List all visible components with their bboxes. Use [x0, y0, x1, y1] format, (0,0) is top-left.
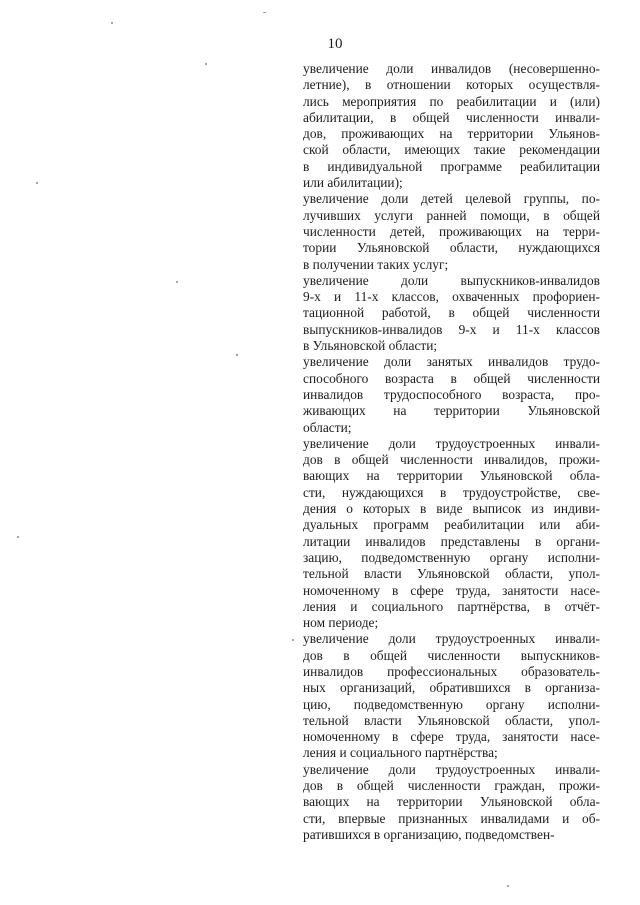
text-line: лучивших услуги ранней помощи, в общей	[303, 207, 600, 223]
text-line: живающих на территории Ульяновской	[303, 403, 600, 419]
text-line: 9-х и 11-х классов, охваченных профориен-	[303, 289, 600, 305]
text-line: дов в общей численности выпускников-	[303, 647, 600, 663]
text-line: увеличение доли занятых инвалидов трудо-	[303, 354, 600, 370]
paragraph	[303, 631, 600, 761]
text-line: области;	[303, 419, 352, 435]
text-line: дов в общей численности инвалидов, прожи-	[303, 452, 600, 468]
text-line: цию, подведомственную органу исполни-	[303, 696, 600, 712]
text-line: вающих на территории Ульяновской обла-	[303, 794, 600, 810]
paragraph	[303, 273, 600, 354]
text-line: литации инвалидов представлены в органи-	[303, 533, 600, 549]
paragraph	[303, 61, 600, 191]
paragraph	[303, 762, 600, 843]
text-line: ской области, имеющих такие рекомендации	[303, 142, 600, 158]
document-body	[303, 61, 600, 843]
text-line: дения о которых в виде выписок из индиви-	[303, 501, 600, 517]
text-line: тационной работой, в общей численности	[303, 305, 600, 321]
text-line: ления и социального партнёрства, в отчёт-	[303, 598, 600, 614]
text-line: ном периоде;	[303, 615, 379, 631]
paragraph	[303, 354, 600, 435]
paragraph	[303, 436, 600, 632]
text-line: в индивидуальной программе реабилитации	[303, 158, 600, 174]
text-line: лись мероприятия по реабилитации и (или)	[303, 93, 600, 109]
text-line: сти, нуждающихся в трудоустройстве, све-	[303, 484, 600, 500]
scan-speck	[236, 354, 238, 356]
scan-speck	[205, 63, 207, 65]
page-number: 10	[327, 36, 343, 52]
text-line: инвалидов профессиональных образователь-	[303, 663, 600, 679]
text-line: тельной власти Ульяновской области, упол-	[303, 712, 600, 728]
text-line: увеличение доли выпускников-инвалидов	[303, 272, 600, 288]
text-line: абилитации, в общей численности инвали-	[303, 109, 600, 125]
scan-speck	[292, 639, 294, 641]
paragraph	[303, 191, 600, 272]
text-line: дов, проживающих на территории Ульянов-	[303, 126, 600, 142]
text-line: номоченному в сфере труда, занятости насе-	[303, 729, 600, 745]
text-line: зацию, подведомственную органу исполни-	[303, 549, 600, 565]
text-line: увеличение доли инвалидов (несовершенно-	[303, 61, 600, 76]
scan-speck	[36, 182, 38, 184]
text-line: номоченному в сфере труда, занятости насе-	[303, 582, 600, 598]
text-line: или абилитации);	[303, 175, 403, 191]
scan-speck	[111, 22, 113, 24]
scan-speck	[17, 536, 19, 538]
text-line: летние), в отношении которых осуществля-	[303, 77, 600, 93]
scan-speck	[263, 12, 266, 13]
text-line: ления и социального партнёрства;	[303, 745, 498, 761]
scan-speck	[176, 281, 178, 283]
text-line: дов в общей численности граждан, прожи-	[303, 778, 600, 794]
text-line: увеличение доли детей целевой группы, по-	[303, 191, 600, 207]
text-line: сти, впервые признанных инвалидами и об-	[303, 810, 600, 826]
text-line: тории Ульяновской области, нуждающихся	[303, 240, 600, 256]
text-line: численности детей, проживающих на терри-	[303, 223, 600, 239]
text-line: увеличение доли трудоустроенных инвали-	[303, 761, 600, 777]
text-line: способного возраста в общей численности	[303, 370, 600, 386]
text-line: вающих на территории Ульяновской обла-	[303, 468, 600, 484]
text-line: увеличение доли трудоустроенных инвали-	[303, 435, 600, 451]
scan-speck	[507, 885, 509, 887]
text-line: дуальных программ реабилитации или аби-	[303, 517, 600, 533]
text-line: в получении таких услуг;	[303, 256, 449, 272]
text-line: в Ульяновской области;	[303, 338, 438, 354]
text-line: ратившихся в организацию, подведомствен-	[303, 826, 555, 842]
text-line: ных организаций, обратившихся в организа-	[303, 680, 600, 696]
text-line: выпускников-инвалидов 9-х и 11-х классов	[303, 321, 600, 337]
text-line: тельной власти Ульяновской области, упол-	[303, 566, 600, 582]
text-line: инвалидов трудоспособного возраста, про-	[303, 386, 600, 402]
text-line: увеличение доли трудоустроенных инвали-	[303, 631, 600, 647]
